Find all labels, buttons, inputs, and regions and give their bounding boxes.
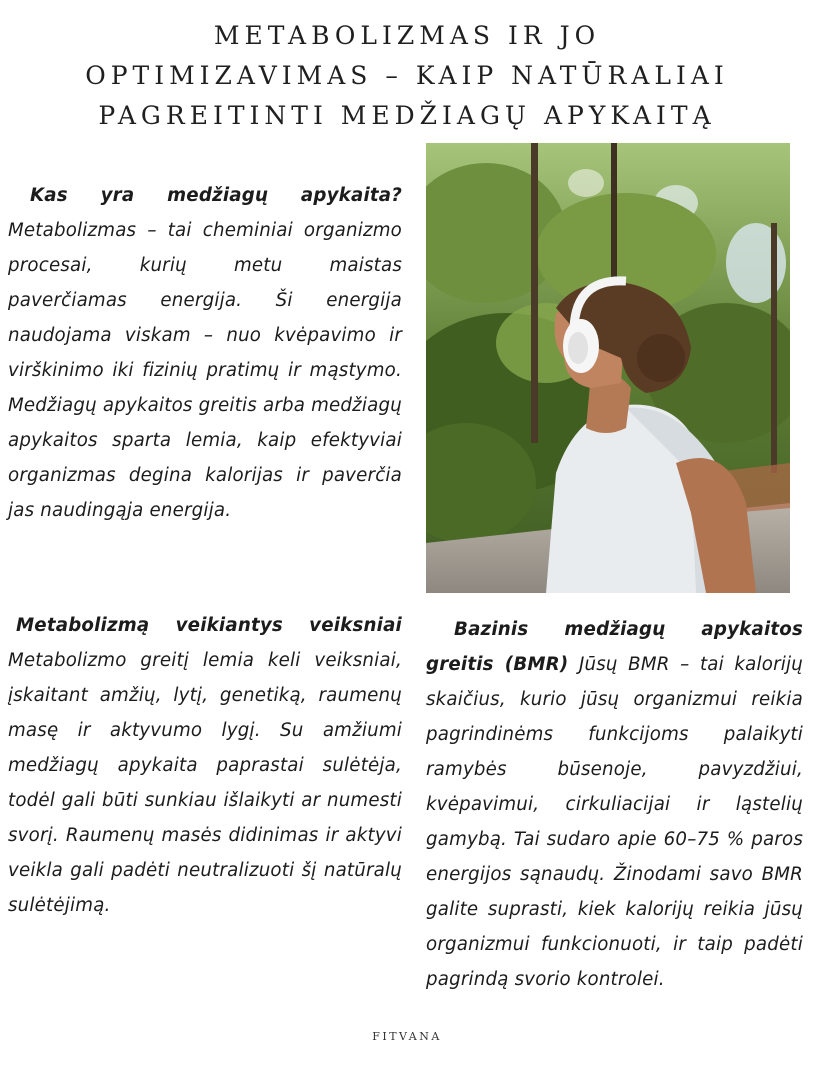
title-line-2: OPTIMIZAVIMAS – KAIP NATŪRALIAI (85, 61, 729, 90)
page-title (0, 16, 814, 136)
section-heading: Bazinis medžiagų apykaitos greitis (BMR) (426, 619, 803, 675)
section-bmr (426, 612, 803, 997)
section-heading: Kas yra medžiagų apykaita? (30, 185, 402, 206)
footer-brand: FITVANA (372, 1030, 442, 1043)
title-line-1: METABOLIZMAS IR JO (213, 21, 601, 50)
section-metabolism-definition (8, 178, 402, 528)
woman-with-headphones-photo (426, 143, 790, 593)
section-body: Metabolizmo greitį lemia keli veiksniai, įskaitant amžių, lytį, genetiką, raumenų masę ir aktyvumo lygį. Su amžiumi medžiagų apykaita paprastai sulėtėja, todėl gali būti sunkiau išlaikyti ar numesti svorį. Raumenų masės didinimas ir aktyvi veikla gali padėti neutralizuoti šį natūralų sulėtėjimą. (8, 650, 402, 916)
section-heading: Metabolizmą veikiantys veiksniai (16, 615, 402, 636)
section-metabolism-factors (8, 608, 402, 923)
section-body: Metabolizmas – tai cheminiai organizmo procesai, kurių metu maistas paverčiamas energija. Ši energija naudojama viskam – nuo kvėpavimo ir virškinimo iki fizinių pratimų ir mąstymo. Medžiagų apykaitos greitis arba medžiagų apykaitos sparta lemia, kaip efektyviai organizmas degina kalorijas ir paverčia jas naudingąja energija. (8, 220, 402, 521)
section-body: Jūsų BMR – tai kalorijų skaičius, kurio jūsų organizmui reikia pagrindinėms funkcijoms palaikyti ramybės būsenoje, pavyzdžiui, kvėpavimui, cirkuliacijai ir ląstelių gamybą. Tai sudaro apie 60–75 % paros energijos sąnaudų. Žinodami savo BMR galite suprasti, kiek kalorijų reikia jūsų organizmui funkcionuoti, ir taip padėti pagrindą svorio kontrolei. (426, 654, 803, 990)
title-line-3: PAGREITINTI MEDŽIAGŲ APYKAITĄ (98, 101, 716, 130)
